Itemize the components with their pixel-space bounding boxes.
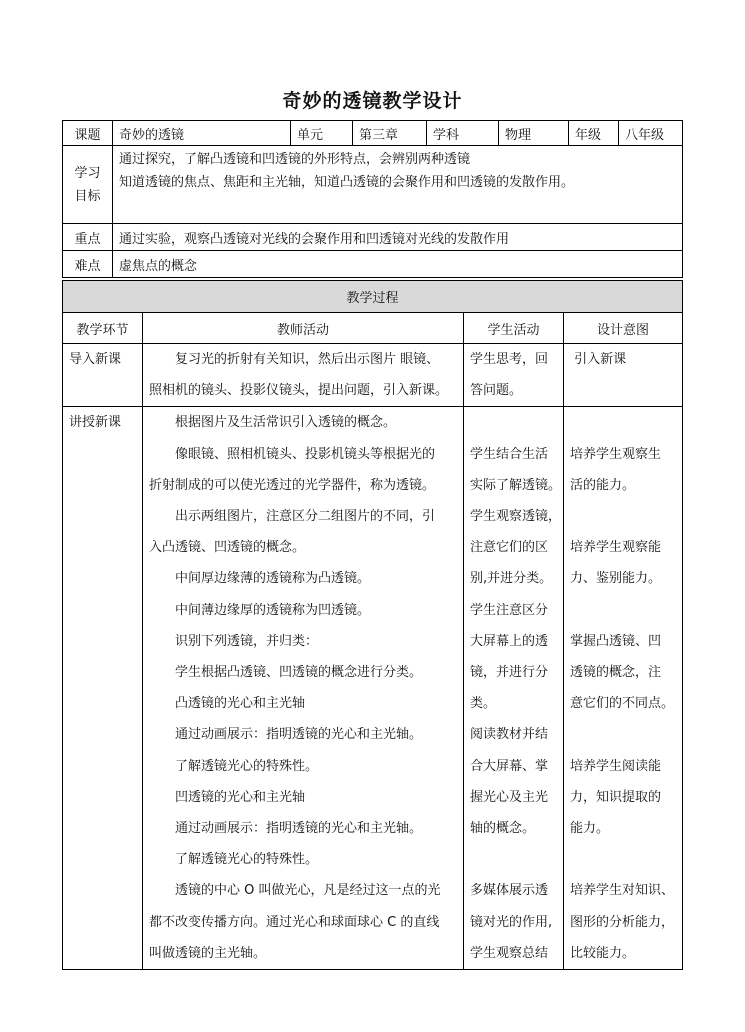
- student-line: 学生观察透镜，: [470, 509, 562, 524]
- intent-line: 透镜的概念，注: [570, 664, 662, 680]
- lesson-info-table: [62, 120, 683, 278]
- student-line: 实际了解透镜。: [470, 477, 562, 493]
- student-line: 学生观察总结: [470, 945, 549, 961]
- teacher-line: 入凸透镜、凹透镜的概念。: [149, 540, 306, 556]
- teacher-line: 照相机的镜头、投影仪镜头，提出问题，引入新课。: [149, 383, 449, 399]
- main-stage: 讲授新课: [63, 407, 143, 970]
- teacher-line: 折射制成的可以使光透过的光学器件，称为透镜。: [149, 477, 436, 493]
- student-line: [470, 407, 557, 438]
- intent-line: [570, 501, 676, 532]
- difficulty-label: 难点: [63, 251, 113, 278]
- teacher-line: 学生根据凸透镜、凹透镜的概念进行分类。: [175, 665, 423, 681]
- teacher-line: 中间薄边缘厚的透镜称为凹透镜。: [175, 602, 371, 618]
- teacher-line: 复习光的折射有关知识，然后出示图片 眼镜、: [175, 352, 440, 367]
- student-line: 答问题。: [470, 383, 523, 399]
- intent-line: 培养学生阅读能: [570, 758, 662, 774]
- intent-line: [570, 595, 676, 626]
- student-line: 镜，并进行分: [470, 665, 549, 681]
- goal-item: 通过探究，了解凸透镜和凹透镜的外形特点，会辨别两种透镜: [119, 152, 471, 167]
- student-line: 学生注意区分: [470, 602, 549, 618]
- teacher-line: 通过动画展示：指明透镜的光心和主光轴。: [175, 727, 423, 743]
- intro-teacher: [143, 344, 464, 407]
- intent-line: 力、鉴别能力。: [570, 571, 662, 587]
- main-teacher: [143, 407, 464, 970]
- key-point-value: 通过实验，观察凸透镜对光线的会聚作用和凹透镜对光线的发散作用: [113, 224, 683, 251]
- student-line: 镜对光的作用,: [470, 914, 553, 930]
- teacher-line: 了解透镜光心的特殊性。: [175, 758, 319, 774]
- intent-line: 意它们的不同点。: [570, 696, 675, 712]
- unit-label: 单元: [291, 121, 353, 146]
- teacher-line: 识别下列透镜，并归类：: [175, 633, 319, 649]
- topic-value: 奇妙的透镜: [113, 121, 291, 146]
- col-student: 学生活动: [464, 313, 564, 344]
- student-line: 阅读教材并结: [470, 727, 549, 743]
- subject-label: 学科: [427, 121, 499, 146]
- goal-item: 知道透镜的焦点、焦距和主光轴，知道凸透镜的会聚作用和凹透镜的发散作用。: [119, 175, 575, 190]
- intent-line: 图形的分析能力，: [570, 914, 675, 930]
- intro-intent: 引入新课: [564, 344, 683, 407]
- document-title: 奇妙的透镜教学设计: [282, 90, 463, 112]
- goals-label-line: 目标: [74, 188, 101, 204]
- goals-label-line: 学习: [74, 165, 101, 181]
- key-point-label: 重点: [63, 224, 113, 251]
- intent-line: 能力。: [570, 820, 610, 836]
- student-line: 学生结合生活: [470, 446, 549, 462]
- col-stage: 教学环节: [63, 313, 143, 344]
- intent-line: 活的能力。: [570, 477, 636, 493]
- teacher-line: 都不改变传播方向。通过光心和球面球心 C 的直线: [149, 914, 440, 930]
- topic-label: 课题: [63, 121, 113, 146]
- intro-stage: 导入新课: [63, 344, 143, 407]
- student-line: 注意它们的区: [470, 540, 549, 556]
- teaching-process-table: [62, 280, 683, 970]
- student-line: 轴的概念。: [470, 821, 536, 837]
- grade-value: 八年级: [619, 121, 683, 146]
- teacher-line: 凹透镜的光心和主光轴: [175, 789, 306, 805]
- student-line: 合大屏幕、掌: [470, 758, 549, 774]
- intro-student: [464, 344, 564, 407]
- goals-label: [63, 146, 113, 224]
- student-line: [470, 844, 557, 875]
- student-line: 别,并进分类。: [470, 571, 553, 587]
- intent-line: 比较能力。: [570, 945, 636, 961]
- teacher-line: 了解透镜光心的特殊性。: [175, 852, 319, 868]
- student-line: 大屏幕上的透: [470, 633, 549, 649]
- teacher-line: 像眼镜、照相机镜头、投影机镜头等根据光的: [175, 446, 436, 462]
- intent-line: 培养学生观察生: [570, 446, 662, 462]
- col-intent: 设计意图: [564, 313, 683, 344]
- teacher-line: 通过动画展示：指明透镜的光心和主光轴。: [175, 821, 423, 837]
- process-header: 教学过程: [63, 281, 683, 313]
- intent-line: [570, 407, 676, 438]
- teacher-line: 凸透镜的光心和主光轴: [175, 696, 306, 712]
- unit-value: 第三章: [353, 121, 427, 146]
- subject-value: 物理: [499, 121, 569, 146]
- student-line: 多媒体展示透: [470, 883, 549, 899]
- col-teacher: 教师活动: [143, 313, 464, 344]
- intent-line: 力，知识提取的: [570, 789, 662, 805]
- teacher-line: 根据图片及生活常识引入透镜的概念。: [175, 415, 397, 431]
- student-line: 握光心及主光: [470, 789, 549, 805]
- main-intent: [564, 407, 683, 970]
- teacher-line: 中间厚边缘薄的透镜称为凸透镜。: [175, 571, 371, 587]
- intent-line: 掌握凸透镜、凹: [570, 633, 662, 649]
- student-line: 学生思考，回: [470, 352, 549, 367]
- student-line: 类。: [470, 696, 497, 712]
- intent-line: [570, 844, 676, 875]
- intent-line: 培养学生观察能: [570, 540, 662, 556]
- teacher-line: 透镜的中心 O 叫做光心，凡是经过这一点的光: [175, 883, 441, 899]
- teacher-line: 出示两组图片，注意区分二组图片的不同，引: [175, 509, 436, 525]
- teacher-line: 叫做透镜的主光轴。: [149, 945, 267, 961]
- difficulty-value: 虚焦点的概念: [113, 251, 683, 278]
- goals-content: [113, 146, 683, 224]
- intent-line: 培养学生对知识、: [570, 883, 675, 899]
- grade-label: 年级: [569, 121, 619, 146]
- intent-line: [570, 719, 676, 750]
- main-student: [464, 407, 564, 970]
